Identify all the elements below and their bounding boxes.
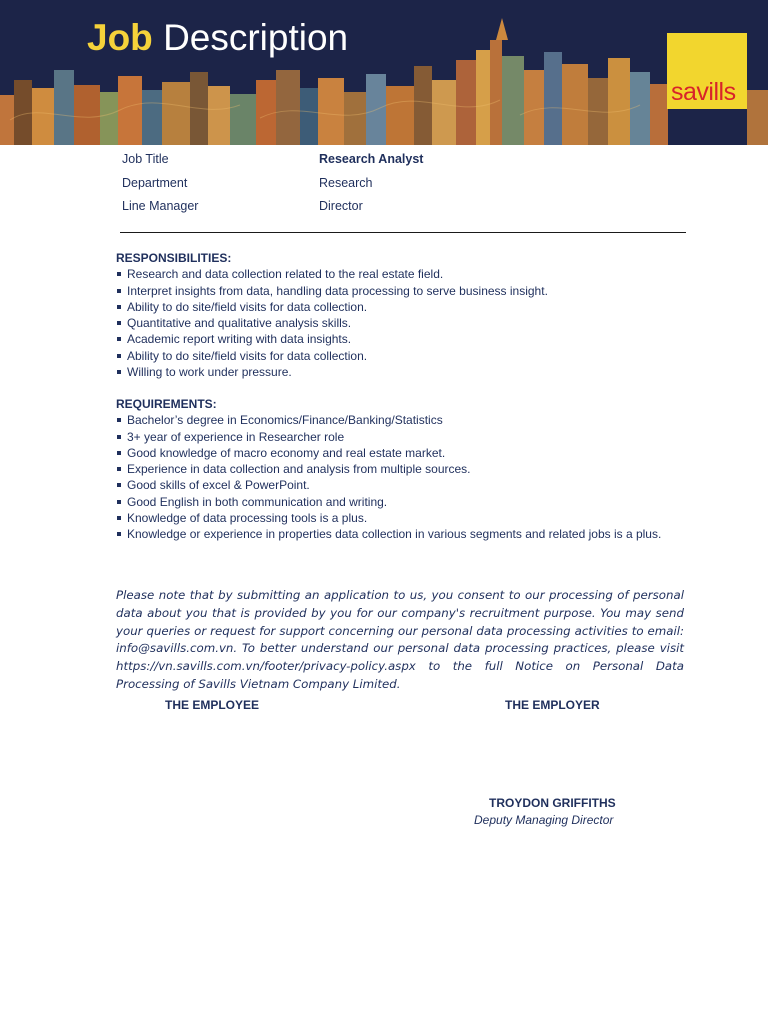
info-label: Job Title	[122, 152, 169, 166]
job-info-table	[122, 150, 682, 221]
title-bold: Job	[87, 17, 153, 58]
employer-name: TROYDON GRIFFITHS	[489, 796, 616, 810]
employer-label: THE EMPLOYER	[505, 698, 600, 712]
employee-label: THE EMPLOYEE	[165, 698, 260, 712]
requirements-section	[116, 396, 686, 543]
list-item: Academic report writing with data insights.	[116, 331, 686, 347]
list-item: Knowledge or experience in properties data collection in various segments and related jobs is a plus.	[116, 526, 686, 542]
list-item: Quantitative and qualitative analysis skills.	[116, 315, 686, 331]
title-rest: Description	[163, 17, 349, 58]
list-item: Interpret insights from data, handling data processing to serve business insight.	[116, 283, 686, 299]
list-item: Good skills of excel & PowerPoint.	[116, 477, 686, 493]
list-item: Bachelor’s degree in Economics/Finance/Banking/Statistics	[116, 412, 686, 428]
list-item: Experience in data collection and analysis from multiple sources.	[116, 461, 686, 477]
info-label: Line Manager	[122, 199, 199, 213]
list-item: Ability to do site/field visits for data collection.	[116, 299, 686, 315]
list-item: Good knowledge of macro economy and real estate market.	[116, 445, 686, 461]
responsibilities-list	[116, 266, 686, 380]
requirements-list	[116, 412, 686, 542]
page-title	[87, 16, 348, 60]
info-row-department	[122, 174, 682, 198]
info-label: Department	[122, 175, 188, 190]
list-item: Good English in both communication and writing.	[116, 494, 686, 510]
list-item: 3+ year of experience in Researcher role	[116, 429, 686, 445]
privacy-notice: Please note that by submitting an application to us, you consent to our processing of personal data about you that is provided by you for our company's recruitment purpose. You may send your queries or request for support concerning our personal data processing activities to email: info@savills.com.vn. To better understand our personal data processing practices, please visit https://vn.savills.com.vn/footer/privacy-policy.aspx to the full Notice on Personal Data Processing of Savills Vietnam Company Limited.	[116, 588, 684, 691]
info-row-line-manager	[122, 197, 682, 221]
responsibilities-section	[116, 250, 686, 380]
list-item: Research and data collection related to the real estate field.	[116, 266, 686, 282]
info-value: Research Analyst	[319, 152, 424, 166]
savills-logo	[667, 33, 747, 109]
requirements-heading: REQUIREMENTS:	[116, 397, 217, 411]
info-value: Research	[319, 175, 373, 190]
divider	[120, 232, 686, 233]
list-item: Willing to work under pressure.	[116, 364, 686, 380]
header-banner	[0, 0, 768, 145]
employer-title: Deputy Managing Director	[474, 813, 614, 827]
logo-text: savills	[671, 78, 736, 106]
info-value: Director	[319, 199, 363, 213]
responsibilities-heading: RESPONSIBILITIES:	[116, 251, 232, 265]
list-item: Knowledge of data processing tools is a plus.	[116, 510, 686, 526]
info-row-job-title	[122, 150, 682, 174]
list-item: Ability to do site/field visits for data collection.	[116, 348, 686, 364]
